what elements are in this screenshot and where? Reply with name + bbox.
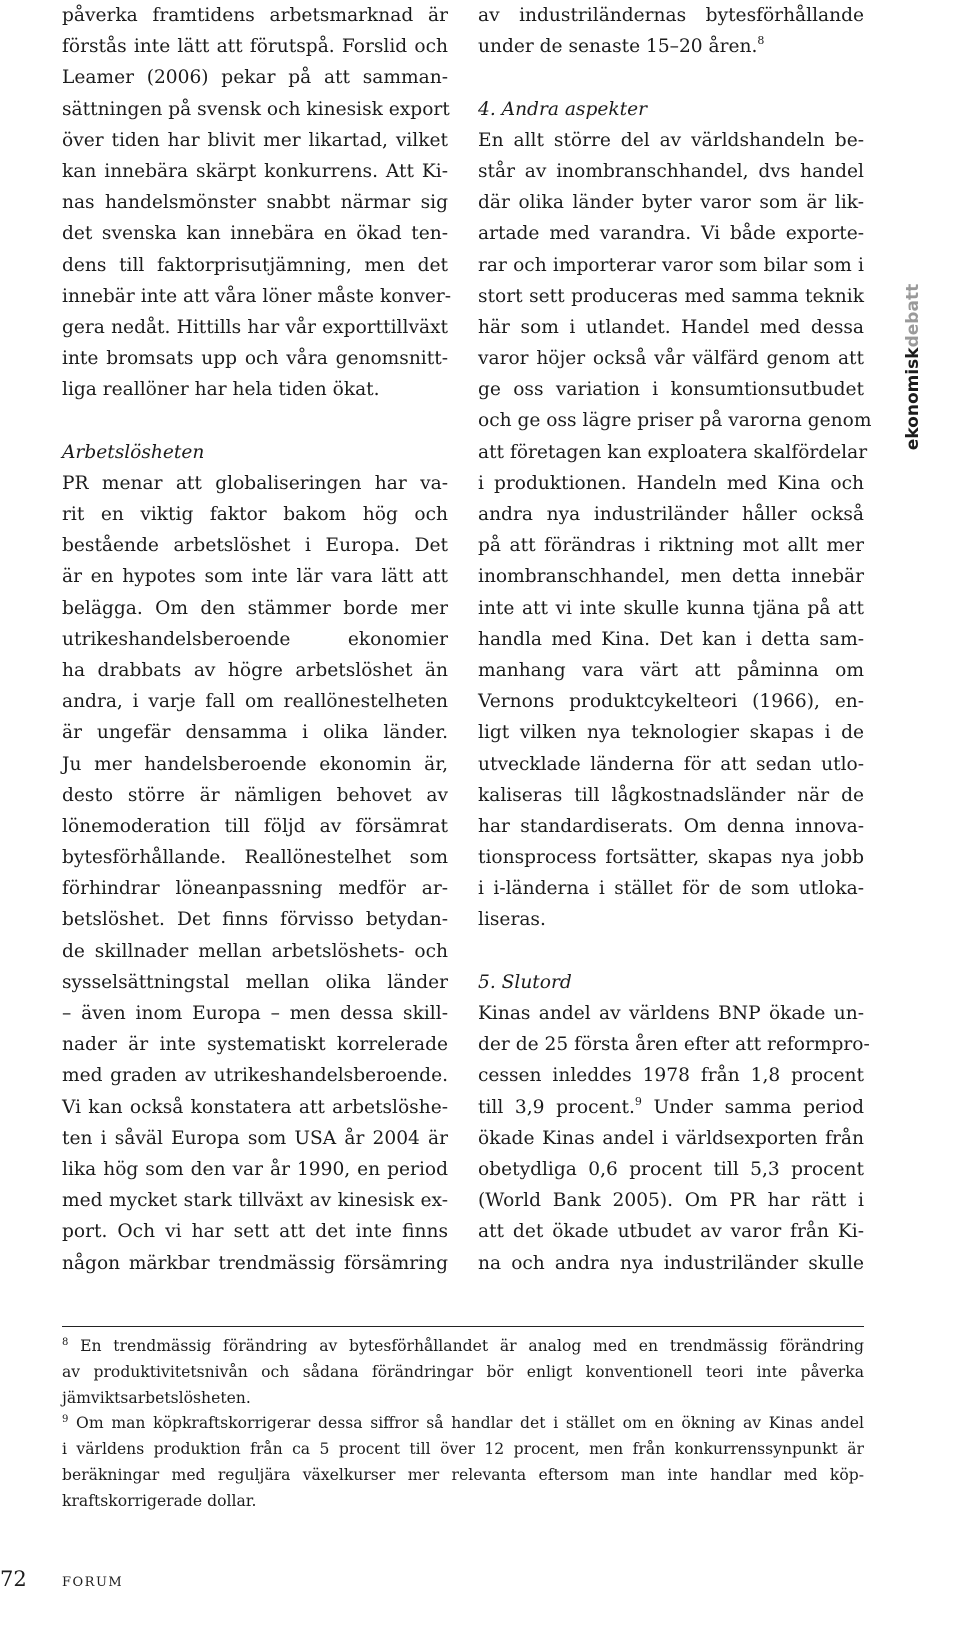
text-fragment: Om man köpkraftskorrigerar dessa siffror så handlar det i stället om en ökning av Kinas andel — [68, 1414, 864, 1433]
text-line: (World Bank 2005). Om PR har rätt i — [478, 1190, 864, 1212]
paragraph-slutord — [478, 998, 870, 1279]
right-column — [478, 0, 872, 1279]
text-line: med graden av utrikeshandelsberoende. — [62, 1065, 448, 1087]
text-line: lönemoderation till följd av försämrat — [62, 815, 448, 837]
footnote-9 — [62, 1411, 864, 1514]
text-line: belägga. Om den stämmer borde mer — [62, 597, 448, 619]
text-line: där olika länder byter varor som är lik- — [478, 192, 864, 214]
text-line: de skillnader mellan arbetslöshets- och — [62, 940, 448, 962]
text-fragment: En trendmässig förändring av bytesförhållandet är analog med en trendmässig förändring — [68, 1337, 864, 1355]
text-line: desto större är nämligen behovet av — [62, 784, 448, 806]
text-line: na och andra nya industriländer skulle — [478, 1252, 864, 1274]
text-line: ha drabbats av högre arbetslöshet än — [62, 659, 448, 681]
text-line: ligt vilken nya teknologier skapas i de — [478, 722, 864, 744]
text-line: i i-länderna i stället för de som utloka- — [478, 878, 864, 900]
text-line: gera nedåt. Hittills har vår exporttillväxt — [62, 316, 448, 338]
text-line: ge oss variation i konsumtionsutbudet — [478, 379, 864, 401]
text-line: bytesförhållande. Reallönestelhet som — [62, 847, 448, 869]
journal-side-label — [900, 272, 926, 462]
paragraph-andra-aspekter — [478, 125, 872, 936]
text-line: är ungefär densamma i olika länder. — [62, 722, 448, 744]
text-line: kaliseras till lågkostnadsländer när de — [478, 784, 864, 806]
text-line: tionsprocess fortsätter, skapas nya jobb — [478, 847, 864, 869]
text-line: handla med Kina. Det kan i detta sam- — [478, 628, 864, 650]
text-line: innebär inte att våra löner måste konver- — [62, 285, 452, 307]
footnotes — [62, 1334, 864, 1515]
footnote-line — [62, 1334, 864, 1360]
text-line: utrikeshandelsberoende ekonomier — [62, 628, 448, 650]
text-line: varor höjer också vår välfärd genom att — [478, 348, 864, 370]
text-line: har standardiserats. Om denna innova- — [478, 815, 864, 837]
text-line: artade med varandra. Vi både exporte- — [478, 223, 864, 245]
text-line: cessen inleddes 1978 från 1,8 procent — [478, 1065, 864, 1087]
text-line: nader är inte systematiskt korrelerade — [62, 1034, 448, 1056]
page-number: 72 — [0, 1567, 27, 1591]
footnote-line: beräkningar med reguljära växelkurser mer relevanta eftersom man inte handlar med köp- — [62, 1465, 864, 1484]
footnote-line: kraftskorrigerade dollar. — [62, 1491, 257, 1510]
text-line: port. Och vi har sett att det inte finns — [62, 1221, 448, 1243]
text-line: med mycket stark tillväxt av kinesisk ex- — [62, 1190, 448, 1212]
side-label-light: debatt — [903, 283, 923, 348]
text-line — [478, 31, 864, 62]
text-line: inombranschhandel, men detta innebär — [478, 566, 864, 588]
text-line: förhindrar löneanpassning medför ar- — [62, 878, 448, 900]
text-line: manhang vara värt att påminna om — [478, 659, 864, 681]
text-line: på att förändras i riktning mot allt mer — [478, 535, 864, 557]
text-line: stort sett produceras med samma teknik — [478, 285, 864, 307]
text-line: Vernons produktcykelteori (1966), en- — [478, 691, 864, 713]
footnote-mark-8: 8 — [62, 1337, 69, 1348]
text-line: påverka framtidens arbetsmarknad är — [62, 5, 448, 26]
side-label-bold: ekonomisk — [903, 347, 923, 451]
text-line: dens till faktorprisutjämning, men det — [62, 254, 448, 276]
text-line: av industriländernas bytesförhållande — [478, 5, 864, 26]
text-line: der de 25 första åren efter att reformpro- — [478, 1034, 870, 1056]
text-line: här som i utlandet. Handel med dessa — [478, 316, 864, 338]
text-line: inte att vi inte skulle kunna tjäna på att — [478, 597, 864, 619]
paragraph-continuation — [478, 0, 864, 62]
left-column — [62, 0, 452, 1279]
text-line: och ge oss lägre priser på varorna genom — [478, 410, 872, 432]
footnote-line: i världens produktion från ca 5 procent till över 12 procent, men från konkurrenssynpunkt är — [62, 1440, 864, 1459]
text-line: kan innebära skärpt konkurrens. Att Ki- — [62, 160, 448, 182]
text-line: nas handelsmönster snabbt närmar sig — [62, 192, 448, 214]
text-line: inte bromsats upp och våra genomsnitt- — [62, 348, 448, 370]
text-line: att företagen kan exploatera skalfördelar — [478, 441, 868, 463]
text-fragment: till 3,9 procent. — [478, 1096, 635, 1118]
text-line: ten i såväl Europa som USA år 2004 är — [62, 1127, 448, 1149]
text-line: i produktionen. Handeln med Kina och — [478, 472, 864, 494]
text-line: Kinas andel av världens BNP ökade un- — [478, 1003, 864, 1024]
text-line: obetydliga 0,6 procent till 5,3 procent — [478, 1158, 864, 1180]
text-line: liga reallöner har hela tiden ökat. — [62, 379, 380, 401]
text-line: står av inombranschhandel, dvs handel — [478, 160, 864, 182]
text-line: det svenska kan innebära en ökad ten- — [62, 223, 448, 245]
text-line: lika hög som den var år 1990, en period — [62, 1158, 448, 1180]
footnote-reference-8[interactable]: 8 — [757, 34, 765, 48]
text-line: liseras. — [478, 909, 546, 931]
paragraph-arbetslosheten — [62, 468, 448, 1279]
text-line: rit en viktig faktor bakom hög och — [62, 504, 448, 525]
text-line: Leamer (2006) pekar på att samman- — [62, 67, 448, 89]
text-line: sättningen på svensk och kinesisk export — [62, 98, 450, 120]
text-line: andra, i varje fall om reallönestelheten — [62, 691, 448, 713]
footnote-divider — [62, 1326, 864, 1327]
text-line: sysselsättningstal mellan olika länder — [62, 971, 448, 993]
text-line: över tiden har blivit mer likartad, vilket — [62, 129, 448, 151]
text-line: att det ökade utbudet av varor från Ki- — [478, 1221, 864, 1243]
section-heading-arbetslosheten: Arbetslösheten — [62, 441, 205, 463]
footnote-reference-9[interactable]: 9 — [634, 1094, 642, 1108]
publication-label: FORUM — [62, 1575, 124, 1590]
text-line: någon märkbar trendmässig försämring — [62, 1252, 448, 1274]
text-line: – även inom Europa – men dessa skill- — [62, 1003, 448, 1024]
section-heading-andra-aspekter: 4. Andra aspekter — [478, 98, 648, 120]
section-heading-slutord: 5. Slutord — [478, 971, 572, 993]
text-line: betslöshet. Det finns förvisso betydan- — [62, 909, 448, 931]
footnote-line: jämviktsarbetslösheten. — [62, 1388, 251, 1407]
footnote-mark-9: 9 — [62, 1414, 69, 1426]
text-line: förstås inte lätt att förutspå. Forslid och — [62, 36, 448, 58]
text-fragment: under de senaste 15–20 åren. — [478, 36, 758, 58]
text-line: En allt större del av världshandeln be- — [478, 129, 864, 151]
text-line: PR menar att globaliseringen har va- — [62, 472, 448, 494]
text-line: Vi kan också konstatera att arbetslöshe- — [62, 1096, 448, 1118]
text-line: Ju mer handelsberoende ekonomin är, — [62, 753, 448, 775]
text-line: är en hypotes som inte lär vara lätt att — [62, 566, 448, 588]
text-line: andra nya industriländer håller också — [478, 504, 864, 525]
text-line: rar och importerar varor som bilar som i — [478, 254, 864, 276]
footnote-line: av produktivitetsnivån och sådana förändringar bör enligt konventionell teori inte påverka — [62, 1362, 864, 1381]
text-fragment: Under samma period — [641, 1096, 864, 1118]
text-line — [478, 1092, 864, 1123]
text-line: bestående arbetslöshet i Europa. Det — [62, 535, 448, 557]
text-line: utvecklade länderna för att sedan utlo- — [478, 753, 864, 775]
footnote-8 — [62, 1334, 864, 1411]
text-line: ökade Kinas andel i världsexporten från — [478, 1127, 864, 1149]
paragraph-intro — [62, 0, 452, 405]
footnote-line — [62, 1411, 864, 1437]
